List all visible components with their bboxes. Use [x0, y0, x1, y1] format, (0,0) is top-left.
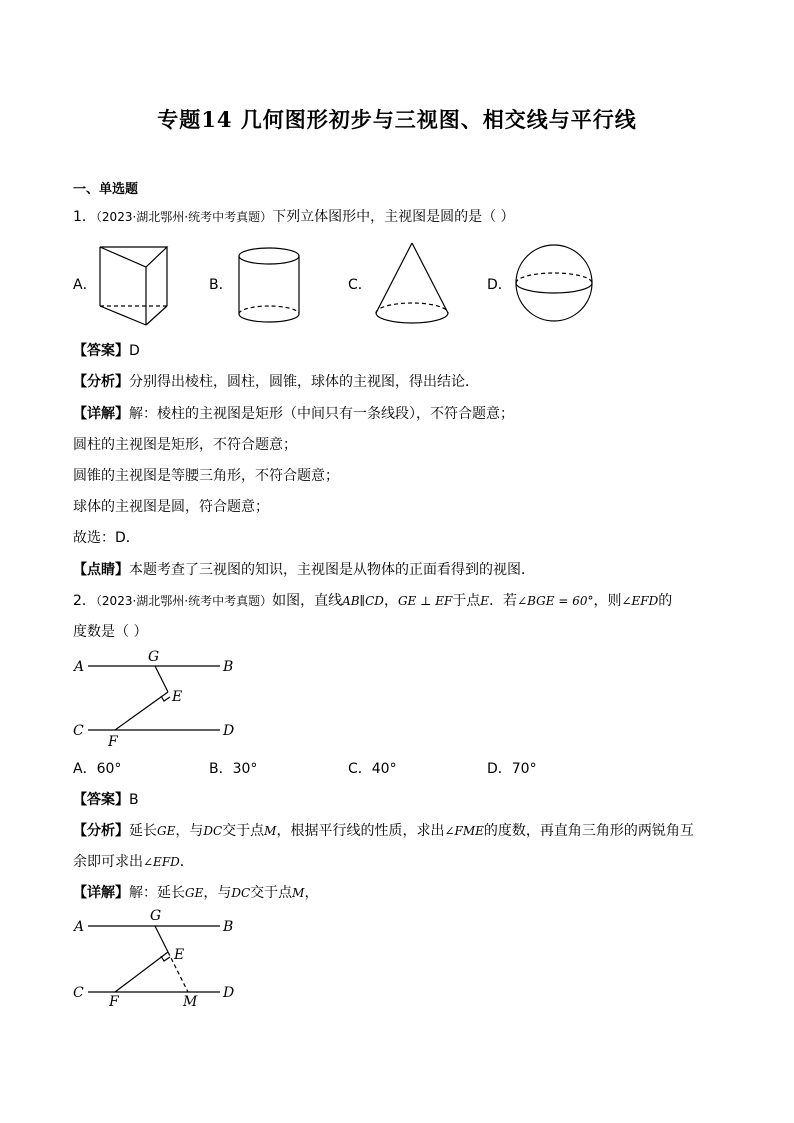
q1-stem-text: 下列立体图形中，主视图是圆的是（ ） — [272, 209, 515, 225]
detail-tag: 【详解】 — [73, 885, 129, 901]
math-angle-fme: ∠FME — [444, 824, 484, 838]
label-a: A — [74, 659, 85, 675]
answer-value: B — [129, 792, 139, 808]
label-d: D — [223, 985, 235, 1001]
q1-answer — [73, 342, 140, 360]
detail-text: 交于点 — [250, 885, 293, 901]
detail-tag: 【详解】 — [73, 406, 129, 422]
q1-detail-line: 故选：D． — [73, 530, 140, 546]
q2-source: （2023·湖北鄂州·统考中考真题） — [95, 594, 273, 608]
q1-detail-line: 球体的主视图是圆，符合题意； — [73, 499, 269, 515]
q2-stem-text: ， — [383, 593, 398, 609]
answer-value: D — [129, 343, 140, 359]
sphere-figure — [514, 243, 596, 325]
comment-text: 本题考查了三视图的知识，主视图是从物体的正面看得到的视图． — [129, 562, 535, 578]
q1-stem — [73, 208, 515, 226]
q1-choice-c: C． — [348, 277, 372, 293]
analysis-text: ，根据平行线的性质，求出 — [276, 823, 445, 839]
q1-comment — [73, 561, 535, 579]
answer-tag: 【答案】 — [73, 343, 129, 359]
label-g: G — [150, 908, 162, 924]
parallel-lines-figure — [70, 646, 250, 750]
math-m: M — [264, 824, 277, 838]
math-angle-efd: ∠EFD — [143, 855, 180, 869]
detail-text: ，与 — [203, 885, 232, 901]
analysis-tag: 【分析】 — [73, 374, 129, 390]
q2-detail — [73, 884, 318, 902]
q2-stem-text: 于点 — [452, 593, 481, 609]
analysis-text: 余即可求出 — [73, 854, 143, 870]
q1-detail-line: 圆柱的主视图是矩形，不符合题意； — [73, 437, 297, 453]
analysis-text: ． — [179, 854, 194, 870]
cone-figure — [372, 240, 452, 330]
q2-analysis-line2 — [73, 853, 194, 871]
q1-number: 1． — [73, 209, 96, 225]
q1-detail-line — [73, 405, 514, 423]
label-f: F — [108, 734, 118, 750]
extended-lines-figure — [70, 906, 250, 1012]
q2-stem-text: ，则 — [593, 593, 622, 609]
label-c: C — [73, 723, 84, 739]
q2-choice-a: A．60° — [73, 761, 122, 777]
label-f: F — [109, 994, 119, 1010]
math-ge-perp-ef: GE ⊥ EF — [397, 594, 453, 608]
label-b: B — [223, 919, 234, 935]
math-m: M — [292, 886, 305, 900]
q2-answer — [73, 791, 139, 809]
math-angle-bge: ∠BGE = 60° — [517, 594, 594, 608]
math-point-e: E — [480, 594, 490, 608]
label-a: A — [74, 919, 85, 935]
answer-tag: 【答案】 — [73, 792, 129, 808]
q1-choice-b: B． — [209, 277, 233, 293]
label-e: E — [174, 947, 185, 963]
q2-stem-text: 的 — [658, 593, 673, 609]
label-g: G — [148, 649, 160, 665]
q2-stem-text: ．若 — [489, 593, 518, 609]
detail-text: ， — [304, 885, 319, 901]
analysis-text: ，与 — [175, 823, 204, 839]
q2-choice-c: C．40° — [348, 761, 397, 777]
q2-choice-b: B．30° — [209, 761, 258, 777]
math-ge: GE — [157, 824, 176, 838]
q1-analysis — [73, 373, 479, 391]
q2-stem — [73, 592, 672, 610]
analysis-text: 交于点 — [222, 823, 265, 839]
page-title: 专题14 几何图形初步与三视图、相交线与平行线 — [157, 107, 637, 132]
q1-detail-line: 圆锥的主视图是等腰三角形，不符合题意； — [73, 468, 339, 484]
q1-choice-d: D． — [487, 277, 512, 293]
q2-stem-line2: 度数是（ ） — [73, 624, 148, 640]
math-angle-efd: ∠EFD — [621, 594, 659, 608]
q2-choice-d: D．70° — [487, 761, 537, 777]
detail-text: 解：棱柱的主视图是矩形（中间只有一条线段），不符合题意； — [129, 406, 514, 422]
analysis-text: 延长 — [129, 823, 157, 839]
label-b: B — [223, 659, 234, 675]
detail-text: 解：延长 — [129, 885, 185, 901]
analysis-text: 的度数，再直角三角形的两锐角互 — [483, 823, 694, 839]
label-m: M — [183, 994, 198, 1010]
math-dc: DC — [231, 886, 251, 900]
q2-stem-text: 如图，直线 — [272, 593, 343, 609]
math-ab-parallel-cd: AB∥CD — [342, 594, 384, 608]
comment-tag: 【点睛】 — [73, 562, 129, 578]
math-ge: GE — [185, 886, 204, 900]
q1-source: （2023·湖北鄂州·统考中考真题） — [95, 210, 273, 224]
q1-choice-a: A． — [73, 277, 97, 293]
analysis-text: 分别得出棱柱，圆柱，圆锥，球体的主视图，得出结论． — [129, 374, 479, 390]
label-e: E — [172, 689, 183, 705]
cylinder-figure — [236, 244, 304, 328]
label-d: D — [223, 723, 235, 739]
q2-number: 2． — [73, 593, 96, 609]
math-dc: DC — [203, 824, 223, 838]
q2-analysis — [73, 822, 694, 840]
section-heading: 一、单选题 — [73, 182, 139, 197]
prism-figure — [95, 244, 175, 328]
analysis-tag: 【分析】 — [73, 823, 129, 839]
label-c: C — [73, 985, 84, 1001]
